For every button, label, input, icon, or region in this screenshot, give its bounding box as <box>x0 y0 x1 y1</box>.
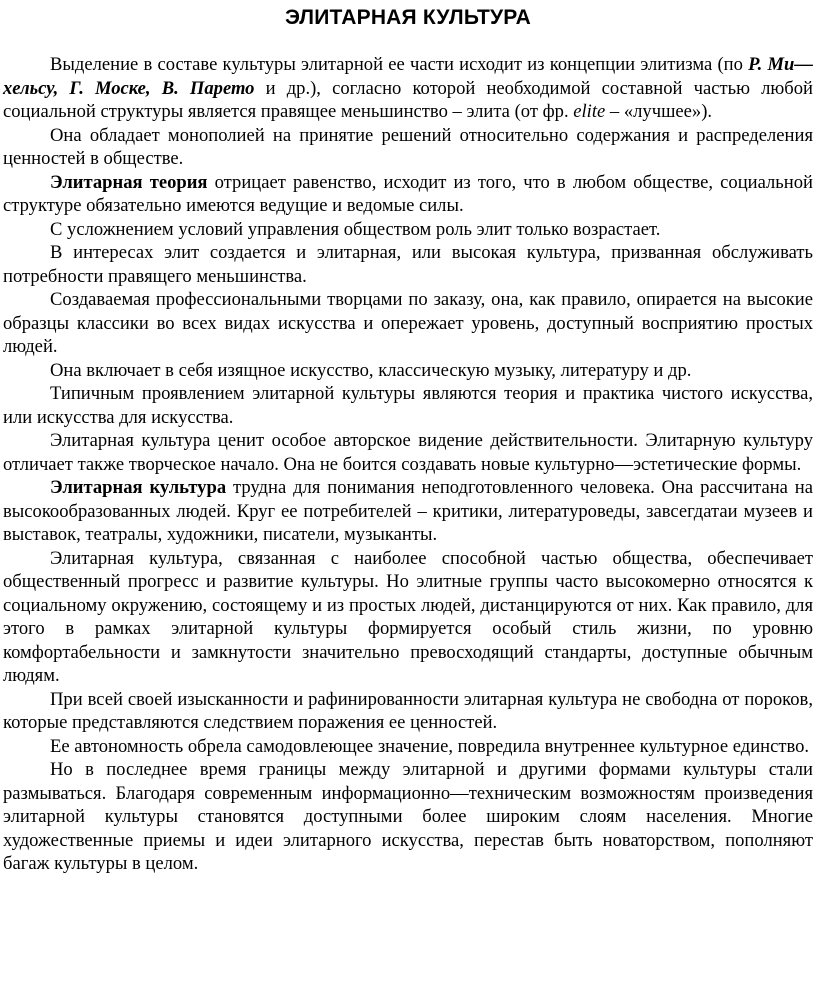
paragraph-1-text-b: и др.), согласно которой необходимой составной частью любой социальной структуры является правящее меньшинство – элита (от фр. <box>3 77 813 122</box>
document-page <box>3 0 813 993</box>
authors-names: Р. Ми—хельсу, Г. Моске, В. Парето <box>3 54 813 99</box>
paragraph-12: При всей своей изысканности и рафинированности элитарная культура не свободна от пороков, которые представляются следствием поражения ее ценностей. <box>3 688 813 733</box>
elite-term: elite <box>573 101 606 122</box>
paragraph-7: Она включает в себя изящное искусство, классическую музыку, литературу и др. <box>50 359 692 381</box>
paragraph-11: Элитарная культура, связанная с наиболее способной частью общества, обеспечивает общественный прогресс и развитие культуры. Но элитные группы часто высокомерно относятся к социальному окружению, состоящему и из простых людей, дистанцируются от них. Как правило, для этого в рамках элитарной культуры формируется особый стиль жизни, по уровню комфортабельности и замкнутости значительно превосходящий стандарты, доступные обычным людям. <box>3 547 813 686</box>
paragraph-2: Она обладает монополией на принятие решений относительно содержания и распределения ценностей в обществе. <box>3 124 813 169</box>
paragraph-1-text-c: – «лучшее»). <box>605 101 713 122</box>
paragraph-5: В интересах элит создается и элитарная, или высокая культура, призванная обслуживать потребности правящего меньшинства. <box>3 242 813 287</box>
document-title: ЭЛИТАРНАЯ КУЛЬТУРА <box>284 6 532 29</box>
paragraph-4: С усложнением условий управления обществом роль элит только возрастает. <box>50 218 661 240</box>
paragraph-3 <box>3 171 813 218</box>
paragraph-6: Создаваемая профессиональными творцами по заказу, она, как правило, опирается на высокие образцы классики во всех видах искусства и опережает уровень, доступный восприятию простых людей. <box>3 289 813 357</box>
paragraph-9: Элитарная культура ценит особое авторское видение действительности. Элитарную культуру отличает также творческое начало. Она не боится создавать новые культурно—эстетические формы. <box>3 430 813 475</box>
paragraph-13: Ее автономность обрела самодовлеющее значение, повредила внутреннее культурное единство. <box>50 735 810 757</box>
paragraph-14: Но в последнее время границы между элитарной и другими формами культуры стали размываться. Благодаря современным информационно—техническим возможностям произведения элитарной культуры становятся доступными более широким слоям населения. Многие художественные приемы и идеи элитарного искусства, перестав быть новаторством, пополняют багаж культуры в целом. <box>3 759 813 874</box>
paragraph-3-text: отрицает равенство, исходит из того, что в любом обществе, социальной структуре обязательно имеются ведущие и ведомые силы. <box>3 171 813 216</box>
elite-theory-term: Элитарная теория <box>50 171 208 193</box>
paragraph-10-text: трудна для понимания неподготовленного человека. Она рассчитана на высокообразованных людей. Круг ее потребителей – критики, литературоведы, завсегдатаи музеев и выставок, театралы, художники, писатели, музыканты. <box>3 477 814 545</box>
document-body <box>3 53 813 876</box>
paragraph-1-text-a: Выделение в составе культуры элитарной ее части исходит из концепции элитизма (по <box>50 54 749 75</box>
paragraph-8: Типичным проявлением элитарной культуры являются теория и практика чистого искусства, или искусства для искусства. <box>3 383 813 428</box>
paragraph-1 <box>3 53 813 124</box>
elite-culture-term: Элитарная культура <box>50 477 227 498</box>
paragraph-10 <box>3 476 813 547</box>
